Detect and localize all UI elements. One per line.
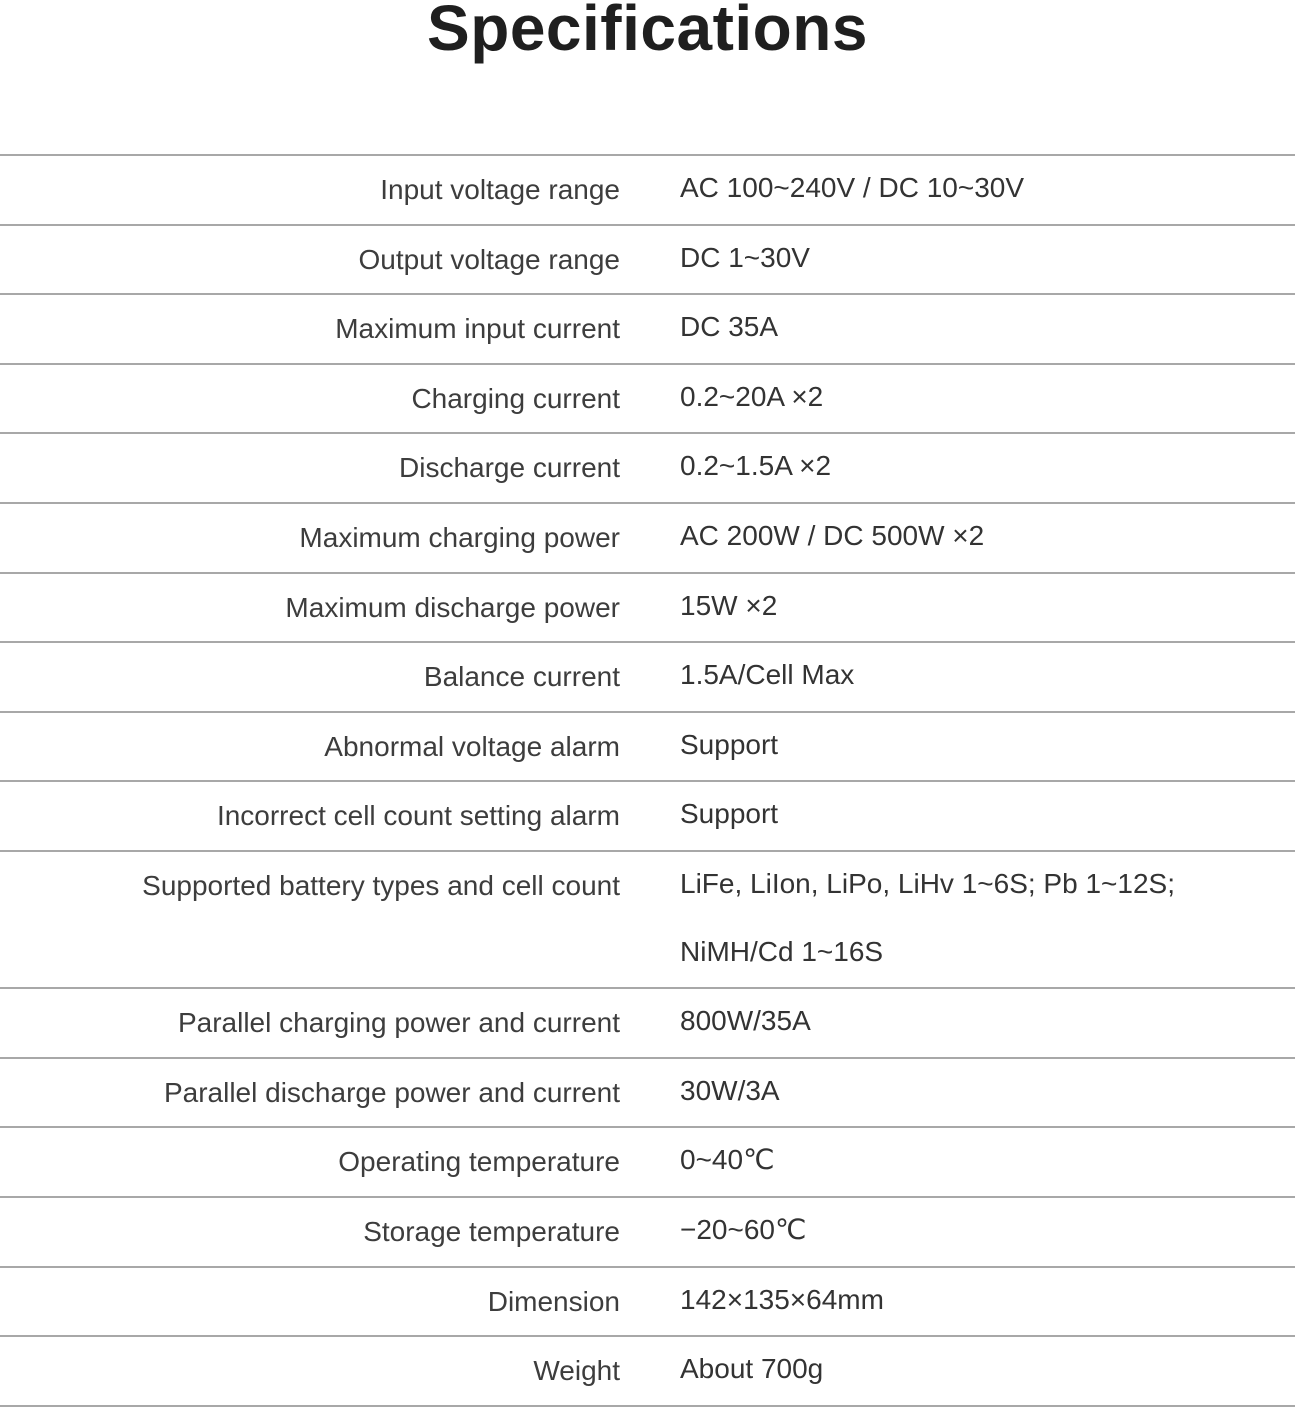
table-row [0, 1266, 1295, 1336]
spec-value [620, 711, 1295, 779]
spec-value [620, 780, 1295, 848]
spec-value-line: NiMH/Cd 1~16S [680, 935, 884, 967]
spec-label: Abnormal voltage alarm [324, 730, 620, 762]
spec-value-line: 30W/3A [680, 1074, 780, 1106]
spec-label: Operating temperature [338, 1146, 620, 1178]
spec-value [620, 154, 1295, 222]
spec-label: Input voltage range [380, 174, 620, 205]
table-row [0, 154, 1295, 224]
table-row [0, 711, 1295, 781]
page-title: Specifications [427, 0, 868, 64]
spec-value-line: −20~60℃ [680, 1213, 807, 1245]
table-row [0, 502, 1295, 572]
spec-value [620, 850, 1295, 985]
spec-value [620, 641, 1295, 709]
spec-value-line: 800W/35A [680, 1005, 811, 1037]
table-row [0, 850, 1295, 987]
spec-label: Parallel discharge power and current [163, 1076, 620, 1108]
spec-label: Incorrect cell count setting alarm [216, 800, 620, 832]
spec-value [620, 1335, 1295, 1403]
spec-value-line: Support [680, 728, 779, 760]
spec-label: Charging current [411, 382, 620, 414]
spec-value-line: 0~40℃ [680, 1144, 775, 1176]
spec-label: Parallel charging power and current [177, 1007, 620, 1039]
table-row [0, 1126, 1295, 1196]
spec-value-line: AC 200W / DC 500W ×2 [680, 519, 985, 551]
spec-value-line: 0.2~20A ×2 [680, 380, 824, 412]
spec-label: Maximum discharge power [285, 591, 620, 623]
spec-value-line: 142×135×64mm [680, 1283, 884, 1315]
table-row [0, 1196, 1295, 1266]
spec-value [620, 432, 1295, 500]
spec-value-line: About 700g [680, 1353, 824, 1385]
spec-value [620, 1057, 1295, 1125]
spec-label: Dimension [487, 1285, 620, 1317]
spec-value [620, 293, 1295, 361]
spec-value-line: Support [680, 798, 779, 830]
table-row [0, 572, 1295, 642]
table-row [0, 1335, 1295, 1405]
spec-value [620, 502, 1295, 570]
spec-value [620, 1126, 1295, 1194]
table-row [0, 1057, 1295, 1127]
spec-value-line: LiFe, LiIon, LiPo, LiHv 1~6S; Pb 1~12S; [680, 867, 1175, 899]
spec-value [620, 1196, 1295, 1264]
spec-value-line: 1.5A/Cell Max [680, 659, 855, 691]
table-row [0, 641, 1295, 711]
spec-value-line: DC 35A [680, 311, 779, 343]
spec-label: Maximum charging power [299, 521, 620, 553]
spec-value [620, 987, 1295, 1055]
table-row [0, 224, 1295, 294]
spec-value [620, 1266, 1295, 1334]
spec-value [620, 363, 1295, 431]
spec-label: Maximum input current [335, 313, 620, 345]
spec-label: Storage temperature [363, 1215, 620, 1247]
table-row [0, 293, 1295, 363]
table-row [0, 780, 1295, 850]
spec-table [0, 154, 1295, 1407]
spec-value-line: DC 1~30V [680, 241, 810, 273]
spec-value-line: 15W ×2 [680, 589, 778, 621]
table-row [0, 432, 1295, 502]
table-row [0, 987, 1295, 1057]
spec-label: Discharge current [399, 452, 620, 484]
spec-label: Balance current [423, 661, 620, 693]
spec-value-line: 0.2~1.5A ×2 [680, 450, 832, 482]
spec-label: Weight [533, 1355, 620, 1387]
table-row [0, 363, 1295, 433]
spec-label: Output voltage range [358, 243, 620, 275]
spec-value [620, 224, 1295, 292]
spec-value [620, 572, 1295, 640]
spec-label: Supported battery types and cell count [142, 869, 620, 901]
spec-value-line: AC 100~240V / DC 10~30V [680, 172, 1025, 203]
